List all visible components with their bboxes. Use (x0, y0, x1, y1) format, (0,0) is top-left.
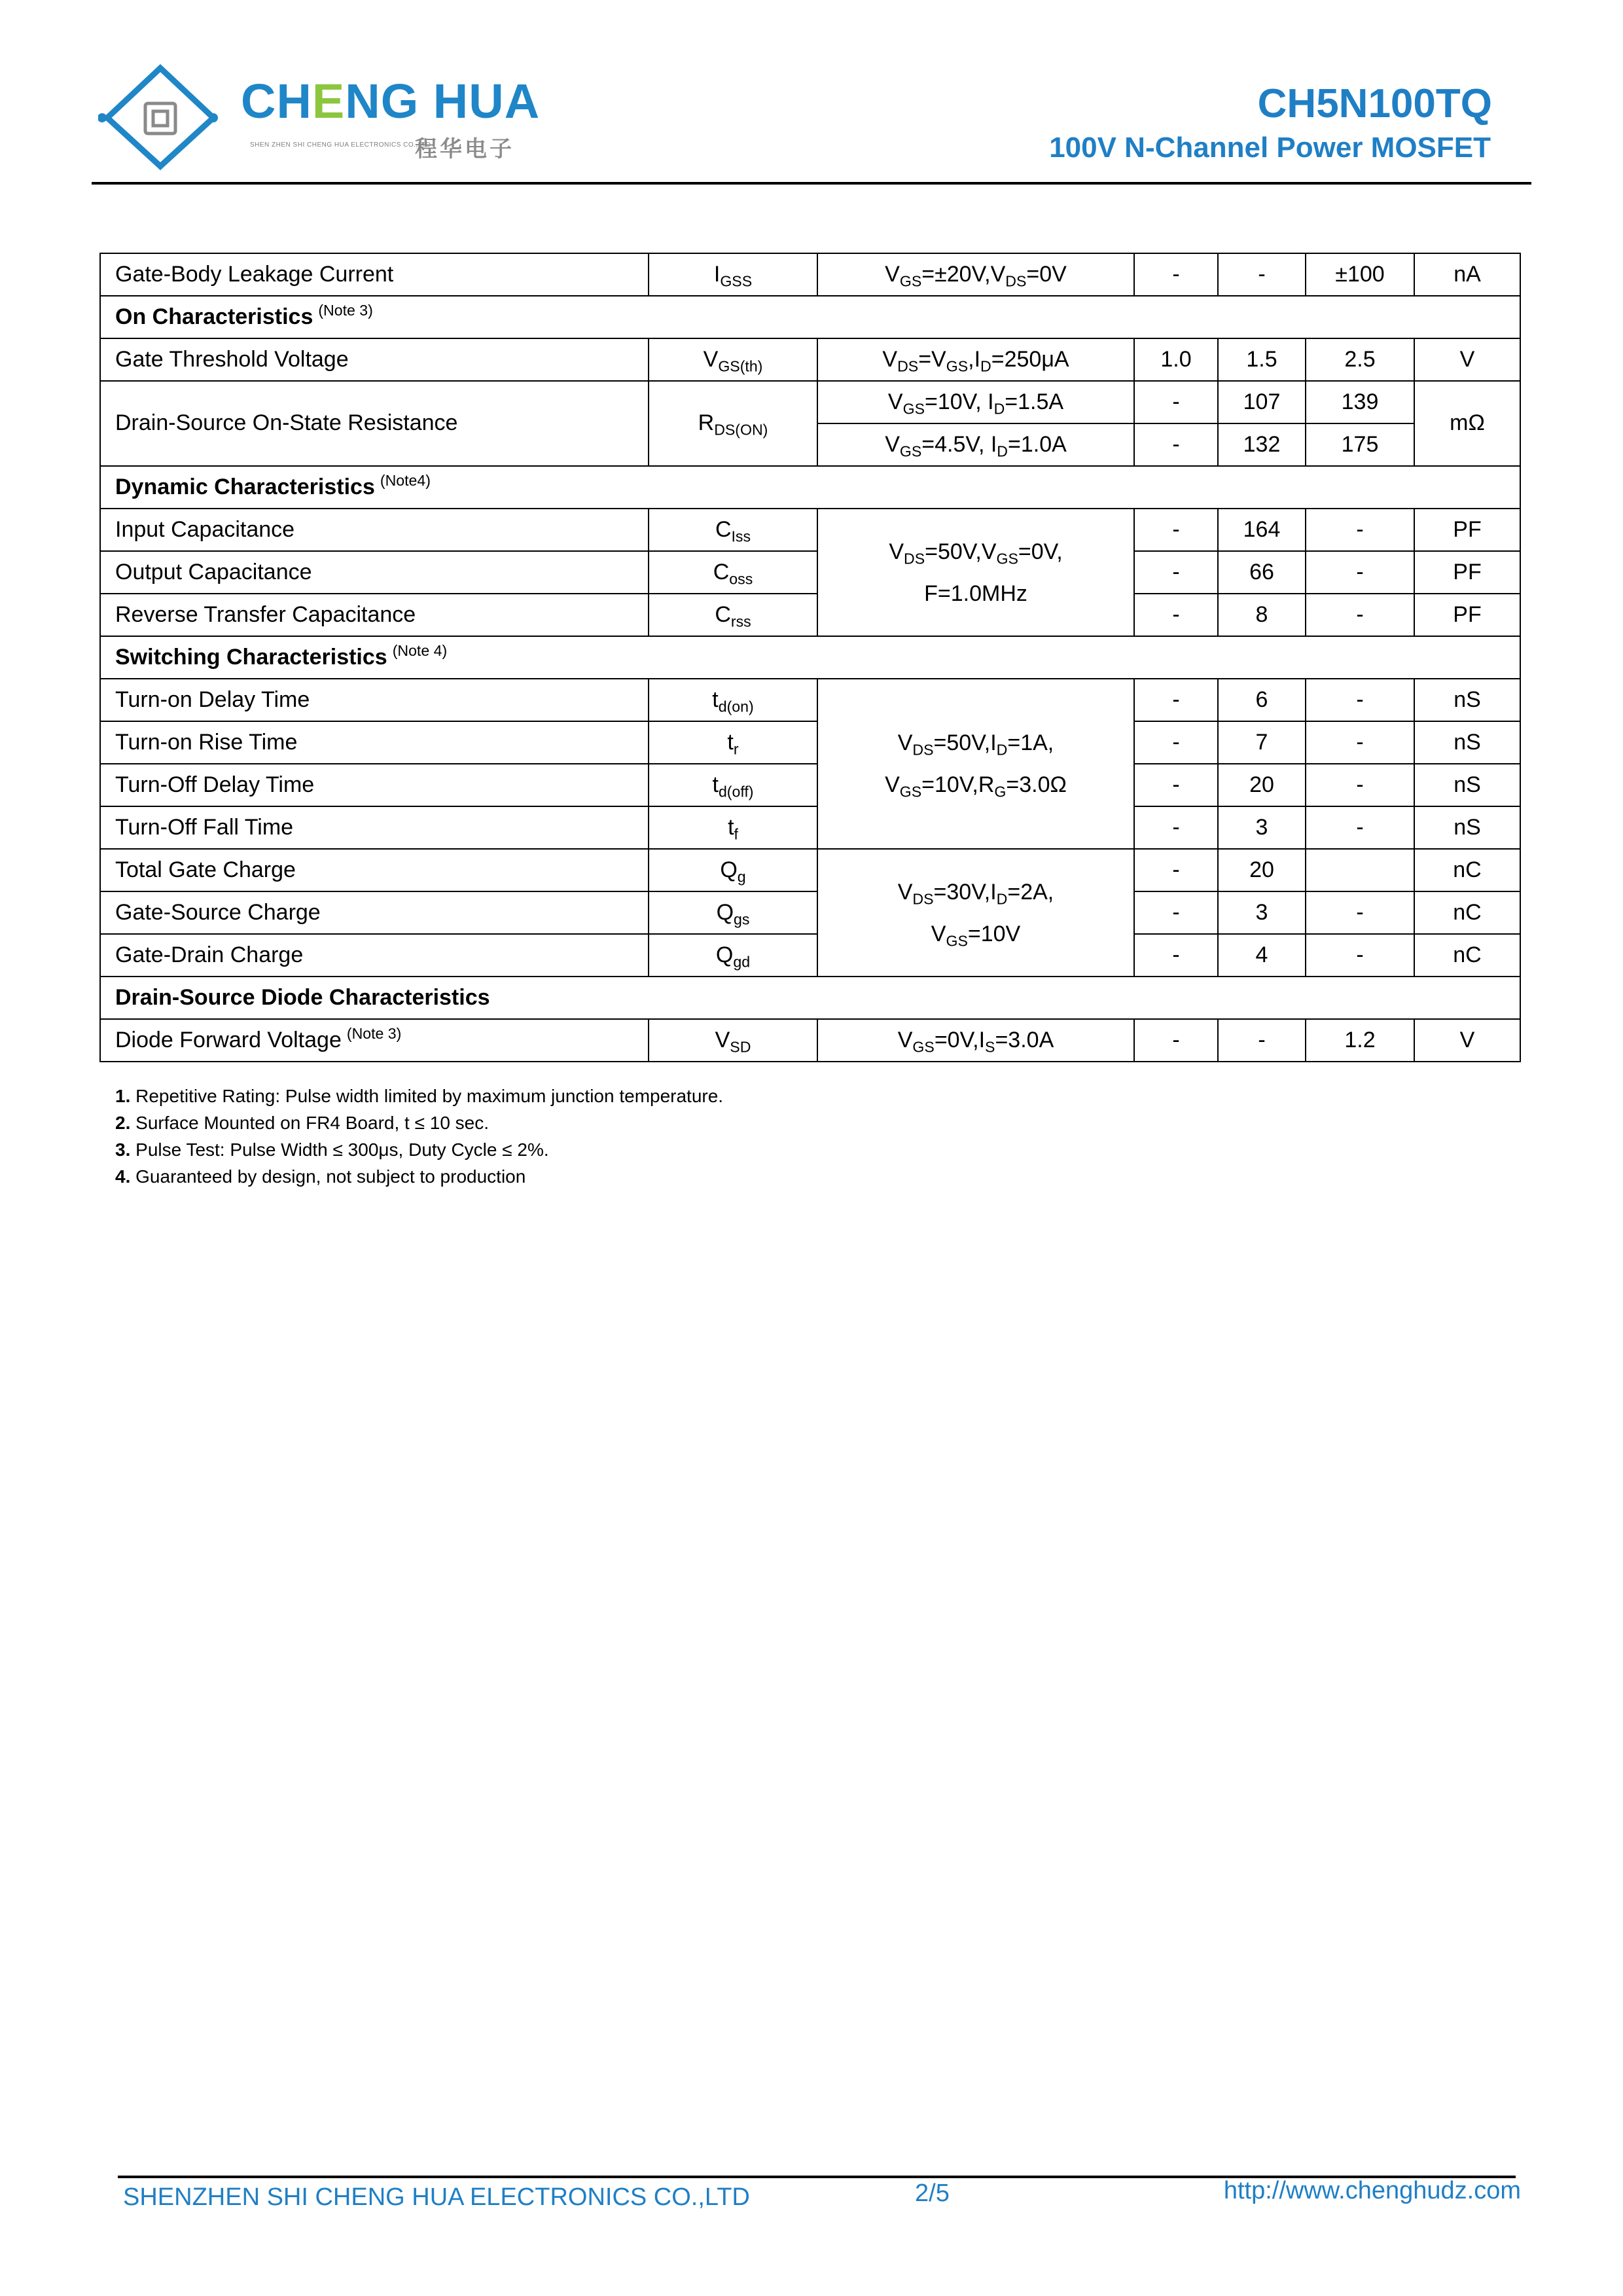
min-value: - (1134, 679, 1218, 721)
typ-value: 66 (1218, 551, 1306, 594)
min-value: - (1134, 509, 1218, 551)
test-condition: $V_{GS}=\pm 20V,V_{DS}=0V$ (817, 253, 1134, 296)
param-symbol: $t_r$ (649, 721, 817, 764)
min-value: - (1134, 423, 1218, 466)
param-name: Turn-Off Fall Time (100, 806, 649, 849)
part-description: 100V N-Channel Power MOSFET (1049, 132, 1491, 164)
page-number: 2/5 (915, 2179, 950, 2207)
table-row (100, 338, 1520, 381)
table-row (100, 764, 1520, 806)
typ-value: 4 (1218, 934, 1306, 977)
max-value: - (1306, 764, 1414, 806)
section-title: Dynamic Characteristics (115, 474, 375, 499)
param-symbol: $C_{oss}$ (649, 551, 817, 594)
param-symbol: $C_{Iss}$ (649, 509, 817, 551)
typ-value: 164 (1218, 509, 1306, 551)
footer-company: SHENZHEN SHI CHENG HUA ELECTRONICS CO.,LTD (123, 2183, 750, 2211)
table-row (100, 806, 1520, 849)
max-value: - (1306, 891, 1414, 934)
table-row (100, 721, 1520, 764)
min-value: - (1134, 806, 1218, 849)
min-value: - (1134, 551, 1218, 594)
typ-value: 6 (1218, 679, 1306, 721)
unit: nS (1414, 764, 1520, 806)
param-name: Turn-Off Delay Time (100, 764, 649, 806)
typ-value: 7 (1218, 721, 1306, 764)
unit: PF (1414, 509, 1520, 551)
test-condition: $V_{GS}=10V$, $I_D=1.5A$ (817, 381, 1134, 423)
footnote: 2. Surface Mounted on FR4 Board, t ≤ 10 sec. (115, 1113, 490, 1133)
param-name: Turn-on Rise Time (100, 721, 649, 764)
test-condition: $V_{DS}=50V,I_D=1A$, $V_{GS}=10V,R_G=3.0\Omega$ (817, 679, 1134, 849)
unit: nS (1414, 679, 1520, 721)
section-note: (Note4) (380, 472, 431, 490)
section-title: Switching Characteristics (115, 644, 387, 670)
max-value: 2.5 (1306, 338, 1414, 381)
min-value: - (1134, 594, 1218, 636)
typ-value: 8 (1218, 594, 1306, 636)
footer-url-link[interactable]: http://www.chenghudz.com (1223, 2177, 1521, 2204)
unit: nC (1414, 891, 1520, 934)
min-value: - (1134, 934, 1218, 977)
footnote: 1. Repetitive Rating: Pulse width limited by maximum junction temperature. (115, 1086, 724, 1106)
part-number: CH5N100TQ (1257, 81, 1492, 126)
typ-value: - (1218, 1019, 1306, 1062)
section-header (100, 636, 1520, 679)
unit: V (1414, 338, 1520, 381)
max-value: - (1306, 509, 1414, 551)
section-header (100, 466, 1520, 509)
test-condition: $V_{DS}=V_{GS},I_D=250\mu A$ (817, 338, 1134, 381)
typ-value: 20 (1218, 764, 1306, 806)
param-symbol: $V_{SD}$ (649, 1019, 817, 1062)
param-name: Gate-Body Leakage Current (100, 253, 649, 296)
table-row (100, 891, 1520, 934)
param-symbol: $R_{DS(ON)}$ (649, 381, 817, 466)
electrical-characteristics-table (99, 253, 1521, 1062)
unit: mΩ (1414, 381, 1520, 466)
param-symbol: $t_f$ (649, 806, 817, 849)
param-note: (Note 3) (346, 1025, 402, 1043)
param-symbol: $Q_{gs}$ (649, 891, 817, 934)
test-condition: $V_{DS}=50V,V_{GS}=0V$, F=1.0MHz (817, 509, 1134, 636)
footnotes (115, 1083, 723, 1190)
unit: nS (1414, 806, 1520, 849)
table-row (100, 381, 1520, 423)
param-name: Gate-Source Charge (100, 891, 649, 934)
table-row (100, 849, 1520, 891)
max-value: ±100 (1306, 253, 1414, 296)
typ-value: 3 (1218, 891, 1306, 934)
table-row (100, 1019, 1520, 1062)
max-value: 139 (1306, 381, 1414, 423)
param-name: Input Capacitance (100, 509, 649, 551)
table-row (100, 594, 1520, 636)
param-name: Output Capacitance (100, 551, 649, 594)
min-value: - (1134, 891, 1218, 934)
max-value: - (1306, 594, 1414, 636)
param-symbol: $I_{GSS}$ (649, 253, 817, 296)
max-value: - (1306, 551, 1414, 594)
typ-value: - (1218, 253, 1306, 296)
max-value: - (1306, 934, 1414, 977)
brand-name: CHENG HUA (241, 74, 541, 128)
min-value: 1.0 (1134, 338, 1218, 381)
min-value: - (1134, 764, 1218, 806)
param-symbol: $t_{d(off)}$ (649, 764, 817, 806)
min-value: - (1134, 381, 1218, 423)
max-value: 1.2 (1306, 1019, 1414, 1062)
section-header (100, 296, 1520, 338)
max-value: - (1306, 679, 1414, 721)
param-symbol: $t_{d(on)}$ (649, 679, 817, 721)
typ-value: 20 (1218, 849, 1306, 891)
table-row (100, 934, 1520, 977)
brand-subtitle: SHEN ZHEN SHI CHENG HUA ELECTRONICS CO.,LTD (250, 141, 431, 149)
table-row (100, 509, 1520, 551)
min-value: - (1134, 849, 1218, 891)
table-row (100, 679, 1520, 721)
param-symbol: $Q_g$ (649, 849, 817, 891)
unit: nA (1414, 253, 1520, 296)
unit: nS (1414, 721, 1520, 764)
chip-logo-icon (98, 60, 223, 171)
section-title: Drain-Source Diode Characteristics (100, 977, 1520, 1019)
param-symbol: $C_{rss}$ (649, 594, 817, 636)
max-value (1306, 849, 1414, 891)
section-title: On Characteristics (115, 304, 313, 329)
unit: nC (1414, 934, 1520, 977)
min-value: - (1134, 1019, 1218, 1062)
typ-value: 1.5 (1218, 338, 1306, 381)
unit: PF (1414, 594, 1520, 636)
max-value: - (1306, 721, 1414, 764)
param-name: Gate-Drain Charge (100, 934, 649, 977)
typ-value: 132 (1218, 423, 1306, 466)
section-note: (Note 3) (318, 302, 373, 319)
unit: nC (1414, 849, 1520, 891)
brand-accent-letter: E (312, 74, 346, 128)
param-symbol: $Q_{gd}$ (649, 934, 817, 977)
test-condition: $V_{GS}=0V,I_S=3.0A$ (817, 1019, 1134, 1062)
footnote: 3. Pulse Test: Pulse Width ≤ 300μs, Duty Cycle ≤ 2%. (115, 1139, 549, 1160)
param-name: Total Gate Charge (100, 849, 649, 891)
param-symbol: $V_{GS(th)}$ (649, 338, 817, 381)
typ-value: 107 (1218, 381, 1306, 423)
test-condition: $V_{GS}=4.5V$, $I_D=1.0A$ (817, 423, 1134, 466)
table-row (100, 551, 1520, 594)
table-row (100, 253, 1520, 296)
typ-value: 3 (1218, 806, 1306, 849)
test-condition: $V_{DS}=30V,I_D=2A$, $V_{GS}=10V$ (817, 849, 1134, 977)
param-name: Diode Forward Voltage $^{(Note 3)}$ (100, 1019, 649, 1062)
header-divider (92, 182, 1531, 185)
brand-chinese-name: 程华电子 (415, 137, 514, 162)
unit: PF (1414, 551, 1520, 594)
section-header (100, 977, 1520, 1019)
min-value: - (1134, 721, 1218, 764)
section-note: (Note 4) (392, 642, 448, 660)
min-value: - (1134, 253, 1218, 296)
param-name: Reverse Transfer Capacitance (100, 594, 649, 636)
unit: V (1414, 1019, 1520, 1062)
param-name: Gate Threshold Voltage (100, 338, 649, 381)
max-value: 175 (1306, 423, 1414, 466)
footnote: 4. Guaranteed by design, not subject to production (115, 1166, 526, 1187)
param-name: Drain-Source On-State Resistance (100, 381, 649, 466)
param-name: Turn-on Delay Time (100, 679, 649, 721)
max-value: - (1306, 806, 1414, 849)
